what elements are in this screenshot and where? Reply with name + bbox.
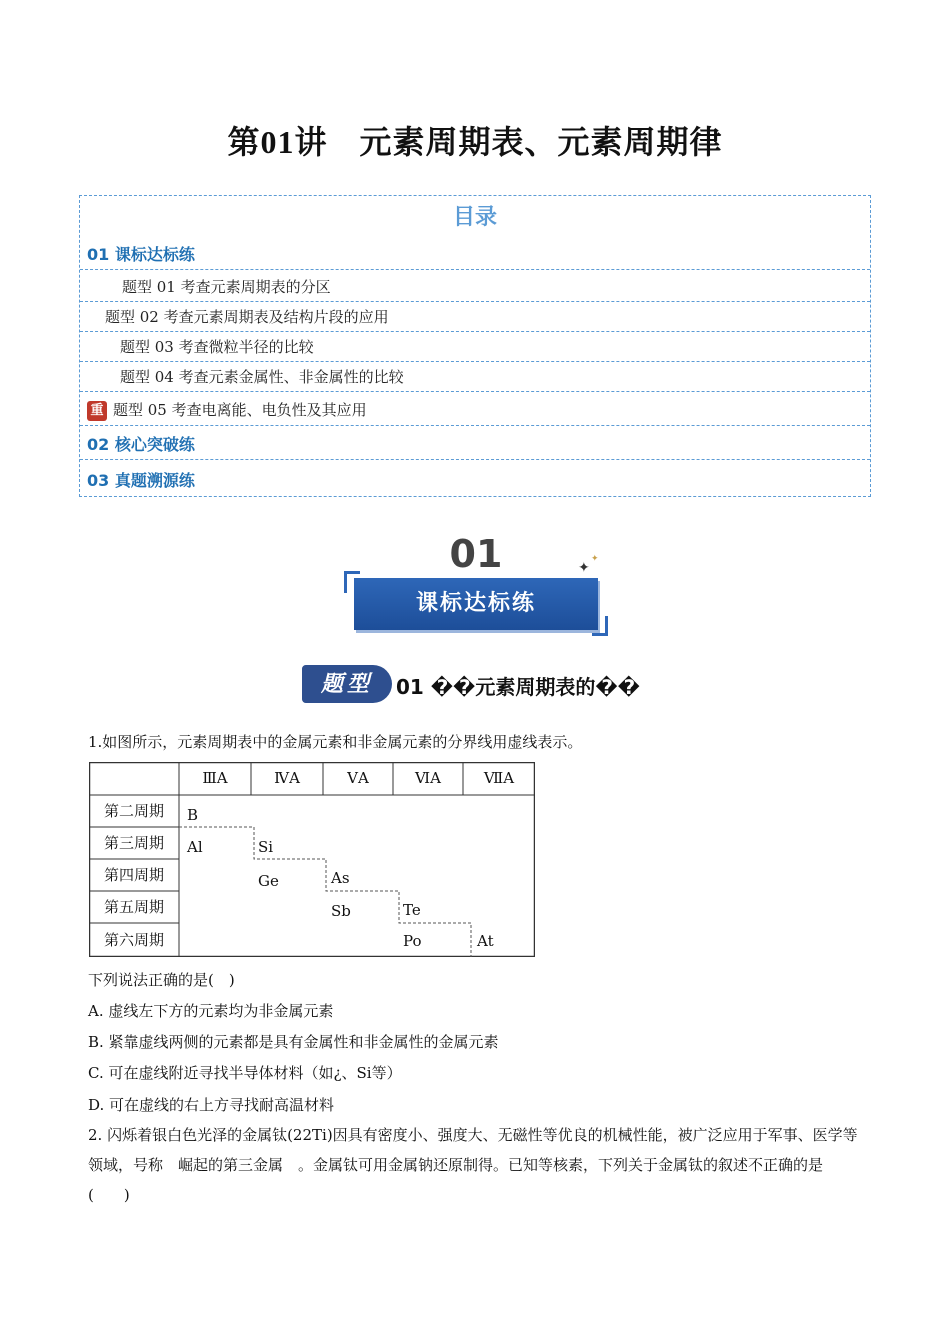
banner-label: 课标达标练 (354, 578, 598, 630)
toc-section-label: 03 真题溯源练 (87, 471, 195, 490)
toc-item-label: 题型 02 考查元素周期表及结构片段的应用 (105, 308, 389, 326)
banner-number: 01 (449, 532, 503, 576)
option-a[interactable]: A. 虚线左下方的元素均为非金属元素 (88, 1002, 334, 1020)
element-cell: Al (187, 838, 203, 856)
element-cell: Ge (258, 872, 279, 890)
toc-item-label: 题型 04 考查元素金属性、非金属性的比较 (120, 368, 404, 386)
option-d[interactable]: D. 可在虚线的右上方寻找耐高温材料 (88, 1096, 335, 1114)
toc-item-5[interactable] (80, 394, 870, 426)
period-label: 第三周期 (103, 834, 164, 852)
option-c[interactable]: C. 可在虚线附近寻找半导体材料（如¿、Si等） (88, 1064, 402, 1082)
question-1-stem: 1.如图所示，元素周期表中的金属元素和非金属元素的分界线用虚线表示。 (88, 733, 583, 751)
period-label: 第五周期 (103, 898, 164, 916)
group-header: ⅥA (415, 769, 441, 787)
element-cell: As (331, 869, 350, 887)
period-label: 第四周期 (103, 866, 164, 884)
toc-section-2[interactable] (80, 430, 870, 460)
important-badge: 重 (87, 401, 107, 421)
group-header: ⅢA (202, 769, 228, 787)
page-title: 第01讲 元素周期表、元素周期律 (227, 123, 723, 161)
toc-item-label: 题型 03 考查微粒半径的比较 (120, 338, 314, 356)
toc-item-3[interactable] (80, 332, 870, 362)
toc-item-4[interactable] (80, 362, 870, 392)
group-header: ⅤA (347, 769, 369, 787)
element-cell: B (187, 806, 199, 824)
question-2-text: 2. 闪烁着银白色光泽的金属钛(22Ti)因具有密度小、强度大、无磁性等优良的机械性能，被广泛应用于军事、医学等领域，号称 崛起的第三金属 。金属钛可用金属钠还原制得。已知等核素，下列关于金属钛的叙述不正确的是( ) (88, 1126, 858, 1204)
sparkle-icon: ✦ (591, 554, 599, 564)
question-type-badge: 题型 (302, 665, 392, 703)
toc-section-label: 02 核心突破练 (87, 435, 195, 454)
toc-section-3[interactable] (80, 466, 870, 496)
group-header: ⅣA (274, 769, 300, 787)
toc-section-label: 01 课标达标练 (87, 245, 195, 264)
sparkle-icon: ✦ (578, 560, 590, 576)
toc-item-1[interactable] (80, 272, 870, 302)
element-cell: At (477, 932, 494, 950)
toc-item-label: 题型 05 考查电离能、电负性及其应用 (113, 401, 367, 419)
period-label: 第二周期 (103, 802, 164, 820)
element-cell: Te (403, 901, 421, 919)
toc-section-1[interactable] (80, 240, 870, 270)
question-type-title: 01 ��元素周期表的�� (396, 675, 640, 699)
table-of-contents (79, 195, 871, 497)
option-b[interactable]: B. 紧靠虚线两侧的元素都是具有金属性和非金属性的金属元素 (88, 1033, 499, 1051)
group-header: ⅦA (483, 769, 515, 787)
toc-item-label: 题型 01 考查元素周期表的分区 (122, 278, 331, 296)
element-cell: Si (258, 838, 274, 856)
periodic-table-fragment (89, 762, 535, 957)
toc-heading: 目录 (452, 205, 497, 230)
period-label: 第六周期 (103, 931, 164, 949)
element-cell: Po (403, 932, 422, 950)
element-cell: Sb (331, 902, 351, 920)
question-1-prompt: 下列说法正确的是( ) (88, 971, 235, 989)
toc-item-2[interactable] (80, 302, 870, 332)
section-banner (340, 532, 612, 642)
